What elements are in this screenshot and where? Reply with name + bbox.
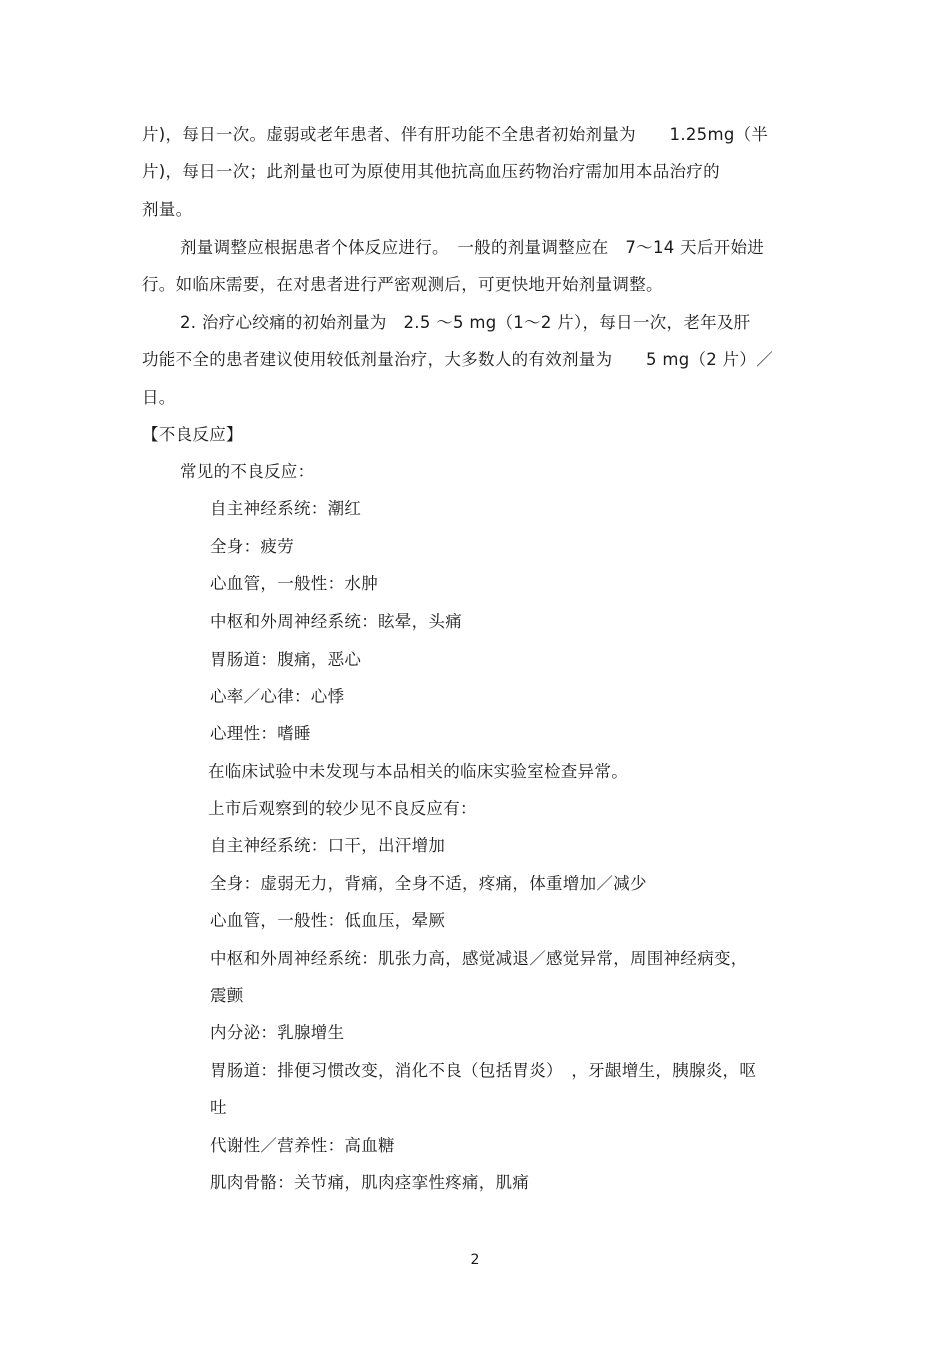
list-item: 全身：虚弱无力，背痛，全身不适，疼痛，体重增加／减少 xyxy=(210,874,647,893)
list-item: 心率／心律：心悸 xyxy=(210,687,345,706)
text-line: 剂量调整应根据患者个体反应进行。 一般的剂量调整应在 7～14 天后开始进 xyxy=(180,238,765,257)
text-line: 2. 治疗心绞痛的初始剂量为 2.5 ～5 mg（1～2 片），每日一次，老年及肝 xyxy=(180,313,751,332)
list-item: 震颤 xyxy=(210,986,244,1005)
list-item: 肌肉骨骼：关节痛，肌肉痉挛性疼痛，肌痛 xyxy=(210,1173,530,1192)
text-line: 在临床试验中未发现与本品相关的临床实验室检查异常。 xyxy=(208,762,628,781)
text-line: 片)，每日一次。虚弱或老年患者、伴有肝功能不全患者初始剂量为 1.25mg（半 xyxy=(142,125,769,144)
list-item: 心血管，一般性：低血压，晕厥 xyxy=(210,911,446,930)
list-item: 中枢和外周神经系统：肌张力高，感觉减退／感觉异常，周围神经病变， xyxy=(210,949,748,968)
list-item: 代谢性／营养性：高血糖 xyxy=(210,1136,395,1155)
text-line: 上市后观察到的较少见不良反应有： xyxy=(208,799,477,818)
list-item: 心理性：嗜睡 xyxy=(210,724,311,743)
list-item: 胃肠道：腹痛，恶心 xyxy=(210,650,362,669)
list-item: 胃肠道：排便习惯改变，消化不良（包括胃炎） ，牙龈增生，胰腺炎，呕 xyxy=(210,1061,757,1080)
list-item: 自主神经系统：潮红 xyxy=(210,499,362,518)
text-line: 功能不全的患者建议使用较低剂量治疗，大多数人的有效剂量为 5 mg（2 片）／ xyxy=(142,350,774,369)
section-heading: 【不良反应】 xyxy=(142,425,243,444)
list-item: 内分泌：乳腺增生 xyxy=(210,1023,345,1042)
text-line: 剂量。 xyxy=(142,200,193,219)
list-item: 自主神经系统：口干，出汗增加 xyxy=(210,836,446,855)
list-item: 吐 xyxy=(210,1098,227,1117)
list-item: 中枢和外周神经系统：眩晕，头痛 xyxy=(210,612,462,631)
list-item: 全身：疲劳 xyxy=(210,537,294,556)
list-item: 心血管，一般性：水肿 xyxy=(210,574,378,593)
text-line: 常见的不良反应： xyxy=(180,462,315,481)
text-line: 日。 xyxy=(142,388,176,407)
page-number: 2 xyxy=(470,1252,480,1268)
text-line: 片)，每日一次；此剂量也可为原使用其他抗高血压药物治疗需加用本品治疗的 xyxy=(142,162,720,181)
text-line: 行。如临床需要，在对患者进行严密观测后，可更快地开始剂量调整。 xyxy=(142,275,663,294)
